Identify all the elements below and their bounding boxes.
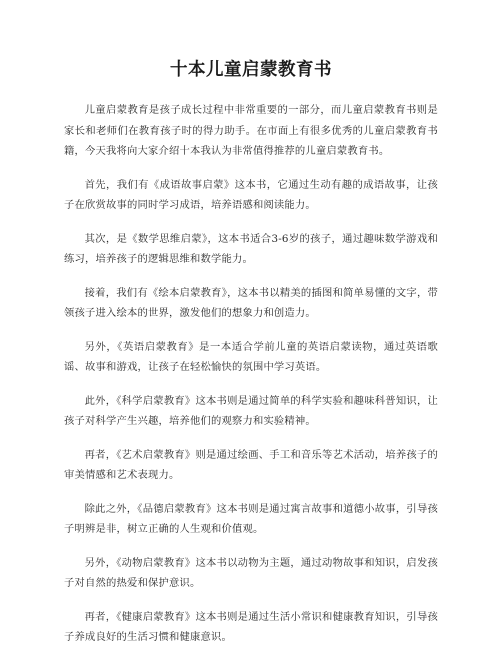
paragraph-picture-book: 接着，我们有《绘本启蒙教育》，这本书以精美的插图和简单易懂的文字，带领孩子进入绘本的世界，激发他们的想象力和创造力。 <box>64 286 438 319</box>
paragraph-intro: 儿童启蒙教育是孩子成长过程中非常重要的一部分，而儿童启蒙教育书则是家长和老师们在教育孩子时的得力助手。在市面上有很多优秀的儿童启蒙教育书籍，今天我将向大家介绍十本我认为非常值得推荐的儿童启蒙教育书。 <box>64 104 438 157</box>
paragraph-morality-book: 除此之外，《品德启蒙教育》这本书则是通过寓言故事和道德小故事，引导孩子明辨是非，树立正确的人生观和价值观。 <box>64 502 438 535</box>
paragraph-english-book: 另外，《英语启蒙教育》是一本适合学前儿童的英语启蒙读物，通过英语歌谣、故事和游戏，让孩子在轻松愉快的氛围中学习英语。 <box>64 340 438 373</box>
paragraph-health-book: 再者，《健康启蒙教育》这本书则是通过生活小常识和健康教育知识，引导孩子养成良好的生活习惯和健康意识。 <box>64 610 438 643</box>
paragraph-science-book: 此外，《科学启蒙教育》这本书则是通过简单的科学实验和趣味科普知识，让孩子对科学产生兴趣，培养他们的观察力和实验精神。 <box>64 394 438 427</box>
document-body <box>64 100 438 648</box>
paragraph-math-book: 其次，是《数学思维启蒙》，这本书适合3-6岁的孩子，通过趣味数学游戏和练习，培养孩子的逻辑思维和数学能力。 <box>64 232 438 265</box>
document-title: 十本儿童启蒙教育书 <box>170 60 332 80</box>
paragraph-art-book: 再者，《艺术启蒙教育》则是通过绘画、手工和音乐等艺术活动，培养孩子的审美情感和艺术表现力。 <box>64 448 438 481</box>
paragraph-animal-book: 另外，《动物启蒙教育》这本书以动物为主题，通过动物故事和知识，启发孩子对自然的热爱和保护意识。 <box>64 556 438 589</box>
paragraph-idiom-book: 首先，我们有《成语故事启蒙》这本书，它通过生动有趣的成语故事，让孩子在欣赏故事的同时学习成语，培养语感和阅读能力。 <box>64 178 438 211</box>
